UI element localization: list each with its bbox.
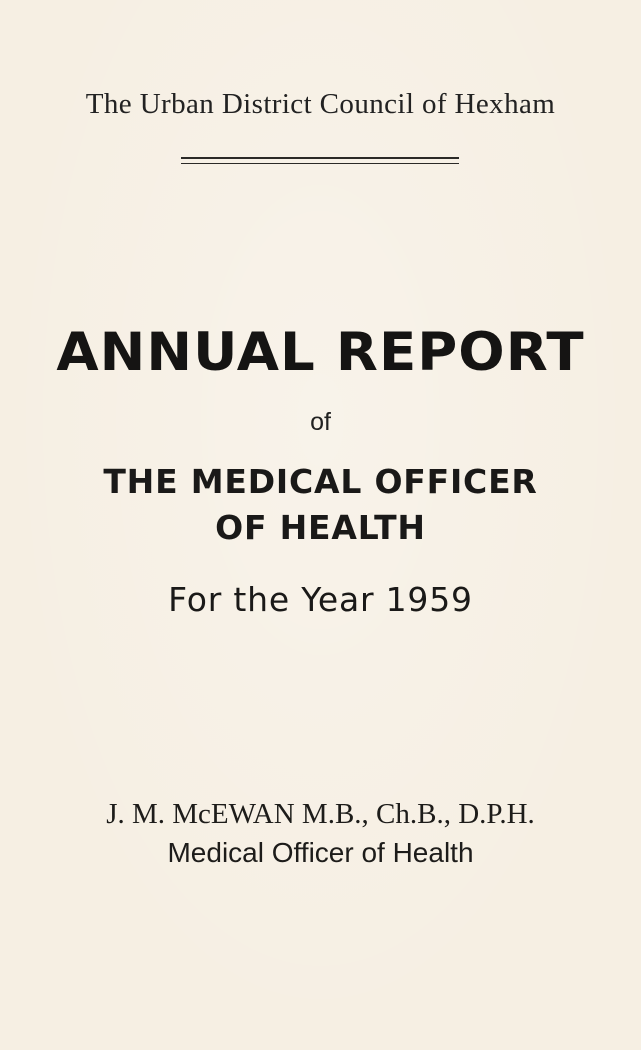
subtitle-line-1: THE MEDICAL OFFICER <box>103 462 538 501</box>
report-title: ANNUAL REPORT <box>56 322 585 383</box>
report-year: For the Year 1959 <box>168 580 473 619</box>
decorative-rule-top <box>181 157 459 159</box>
council-heading: The Urban District Council of Hexham <box>85 88 556 120</box>
subtitle-line-2: OF HEALTH <box>215 508 426 547</box>
author-name: J. M. McEWAN M.B., Ch.B., D.P.H. <box>106 798 535 830</box>
author-role: Medical Officer of Health <box>167 837 474 868</box>
connector-of: of <box>310 408 331 436</box>
decorative-rule-bottom <box>181 163 459 164</box>
